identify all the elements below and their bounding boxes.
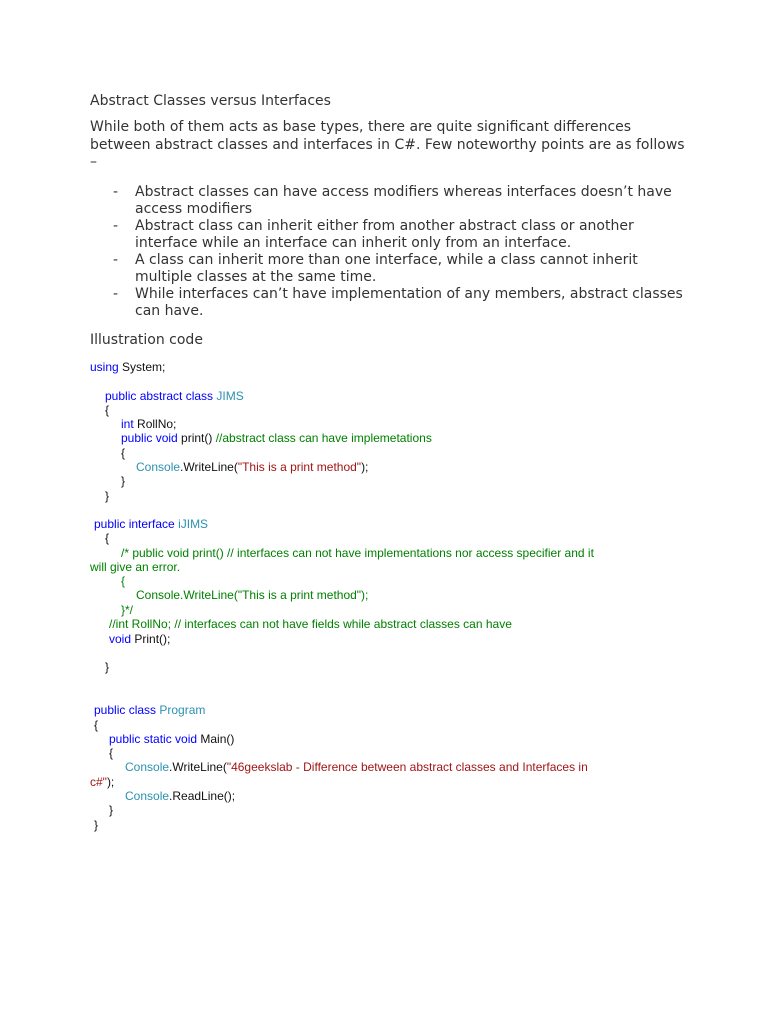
code-line — [121, 417, 176, 431]
points-list — [0, 184, 768, 320]
code-text: .WriteLine( — [169, 760, 227, 774]
bullet-marker: - — [113, 286, 119, 302]
code-line: { — [94, 718, 99, 732]
code-line — [94, 703, 205, 717]
code-line — [90, 775, 114, 789]
code-line: } — [121, 474, 126, 488]
bullet-marker: - — [113, 218, 119, 234]
code-comment: { — [121, 574, 126, 588]
code-text: ); — [361, 460, 369, 474]
code-type: Console — [125, 789, 170, 803]
code-line — [136, 460, 368, 474]
bullet-marker: - — [113, 184, 119, 200]
code-text: print() — [177, 431, 216, 445]
code-line — [125, 760, 588, 774]
code-line — [94, 517, 208, 531]
code-string: "This is a print method" — [237, 460, 362, 474]
code-text: Main() — [197, 732, 235, 746]
code-line — [125, 789, 235, 803]
code-comment: //int RollNo; // interfaces can not have fields while abstract classes can have — [109, 617, 512, 631]
code-text: ); — [106, 775, 115, 789]
code-text: System; — [118, 360, 166, 374]
document-title: Abstract Classes versus Interfaces — [90, 93, 331, 109]
section-heading: Illustration code — [90, 332, 203, 348]
code-line: } — [94, 818, 99, 832]
code-line — [105, 389, 244, 403]
code-string: c#" — [90, 775, 107, 789]
code-line: } — [105, 489, 110, 503]
bullet-marker: - — [113, 252, 119, 268]
code-line: { — [105, 403, 110, 417]
code-comment: //abstract class can have implemetations — [215, 431, 432, 445]
code-keyword: public abstract class — [105, 389, 214, 403]
code-type: Console — [125, 760, 170, 774]
list-item — [0, 286, 695, 320]
code-text: RollNo; — [133, 417, 177, 431]
code-comment: /* public void print() // interfaces can not have implementations nor access specifier and it — [121, 546, 594, 560]
code-line: { — [121, 446, 126, 460]
code-comment: Console.WriteLine("This is a print method"); — [136, 588, 369, 602]
code-keyword: public class — [94, 703, 157, 717]
code-line — [121, 431, 432, 445]
intro-paragraph: While both of them acts as base types, there are quite significant differences between abstract classes and interfaces in C#. Few noteworthy points are as follows – — [90, 119, 685, 170]
code-type: Program — [159, 703, 206, 717]
code-text: .WriteLine( — [180, 460, 238, 474]
code-line — [109, 732, 234, 746]
list-item-text: While interfaces can’t have implementation of any members, abstract classes can have. — [135, 286, 683, 319]
code-keyword: public interface — [94, 517, 175, 531]
code-text: .ReadLine(); — [169, 789, 236, 803]
code-line: { — [109, 746, 114, 760]
code-type: Console — [136, 460, 181, 474]
list-item — [0, 184, 695, 218]
code-line — [90, 360, 165, 374]
code-comment: }*/ — [121, 603, 134, 617]
code-text: Print(); — [131, 632, 171, 646]
code-string: "46geekslab - Difference between abstract classes and Interfaces in — [226, 760, 588, 774]
code-line: { — [105, 531, 110, 545]
code-line: } — [105, 660, 110, 674]
code-keyword: using — [90, 360, 119, 374]
list-item-text: Abstract class can inherit either from another abstract class or another interface while an interface can inherit only from an interface. — [135, 218, 634, 251]
code-type: JIMS — [216, 389, 244, 403]
code-keyword: public static void — [109, 732, 198, 746]
code-line — [109, 632, 170, 646]
list-item — [0, 218, 695, 252]
list-item-text: Abstract classes can have access modifiers whereas interfaces doesn’t have access modifiers — [135, 184, 672, 217]
list-item-text: A class can inherit more than one interface, while a class cannot inherit multiple classes at the same time. — [135, 252, 638, 285]
code-type: iJIMS — [178, 517, 209, 531]
code-keyword: void — [109, 632, 132, 646]
code-comment: will give an error. — [90, 560, 181, 574]
code-line: } — [109, 803, 114, 817]
list-item — [0, 252, 695, 286]
code-keyword: public void — [121, 431, 178, 445]
code-keyword: int — [121, 417, 134, 431]
